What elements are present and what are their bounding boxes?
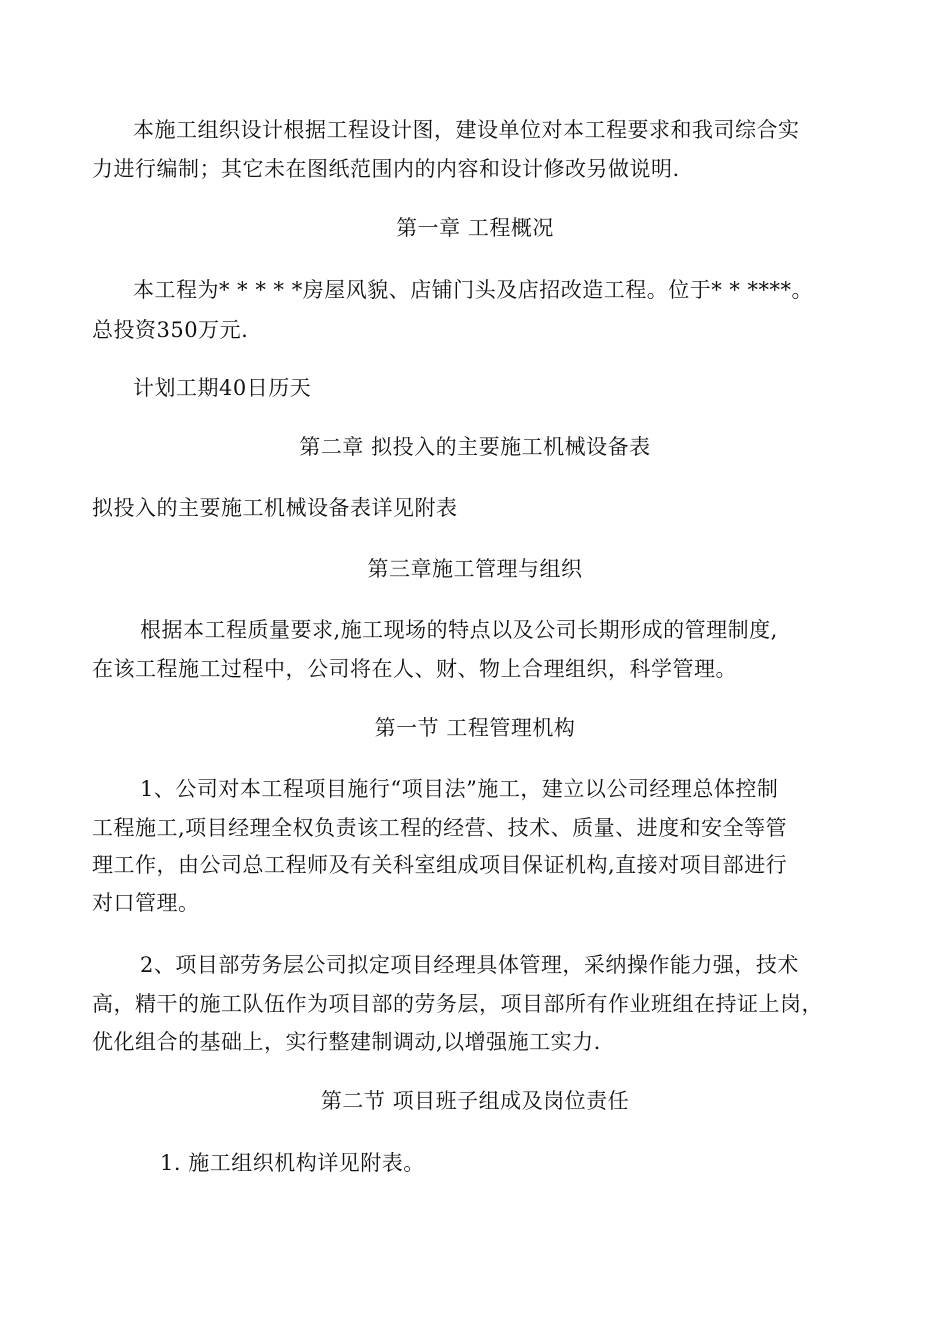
chapter-1-heading: 第一章 工程概况 (396, 216, 554, 240)
intro-line-1: 本施工组织设计根据工程设计图，建设单位对本工程要求和我司综合实 (133, 118, 800, 142)
section-1-item-1-line-4: 对口管理。 (92, 891, 200, 915)
chapter-3-paragraph-line-1: 根据本工程质量要求,施工现场的特点以及公司长期形成的管理制度, (140, 618, 778, 642)
section-1-item-2-line-2: 高，精干的施工队伍作为项目部的劳务层，项目部所有作业班组在持证上岗， (92, 992, 823, 1016)
section-1-item-1-line-2: 工程施工,项目经理全权负责该工程的经营、技术、质量、进度和安全等管 (92, 816, 788, 840)
chapter-3-heading: 第三章施工管理与组织 (367, 557, 583, 581)
section-1-item-2-line-1: 2、项目部劳务层公司拟定项目经理具体管理，采纳操作能力强，技术 (140, 953, 799, 977)
section-2-item-1: 1. 施工组织机构详见附表。 (160, 1151, 425, 1175)
intro-line-2: 力进行编制；其它未在图纸范围内的内容和设计修改另做说明. (92, 157, 680, 181)
chapter-3-paragraph-line-2: 在该工程施工过程中，公司将在人、财、物上合理组织，科学管理。 (92, 657, 737, 681)
section-1-item-1-line-1: 1、公司对本工程项目施行“项目法”施工，建立以公司经理总体控制 (140, 777, 779, 801)
chapter-2-heading: 第二章 拟投入的主要施工机械设备表 (299, 435, 651, 459)
chapter-1-schedule: 计划工期40日历天 (133, 376, 312, 400)
chapter-1-paragraph-line-1: 本工程为* * * * *房屋风貌、店铺门头及店招改造工程。位于* * ****。 (133, 278, 814, 302)
chapter-1-paragraph-line-2: 总投资350万元. (92, 318, 249, 342)
section-1-item-2-line-3: 优化组合的基础上，实行整建制调动,以增强施工实力. (92, 1030, 601, 1054)
section-1-heading: 第一节 工程管理机构 (374, 716, 576, 740)
section-1-item-1-line-3: 理工作，由公司总工程师及有关科室组成项目保证机构,直接对项目部进行 (92, 853, 788, 877)
chapter-2-paragraph: 拟投入的主要施工机械设备表详见附表 (92, 496, 458, 520)
section-2-heading: 第二节 项目班子组成及岗位责任 (320, 1089, 630, 1113)
